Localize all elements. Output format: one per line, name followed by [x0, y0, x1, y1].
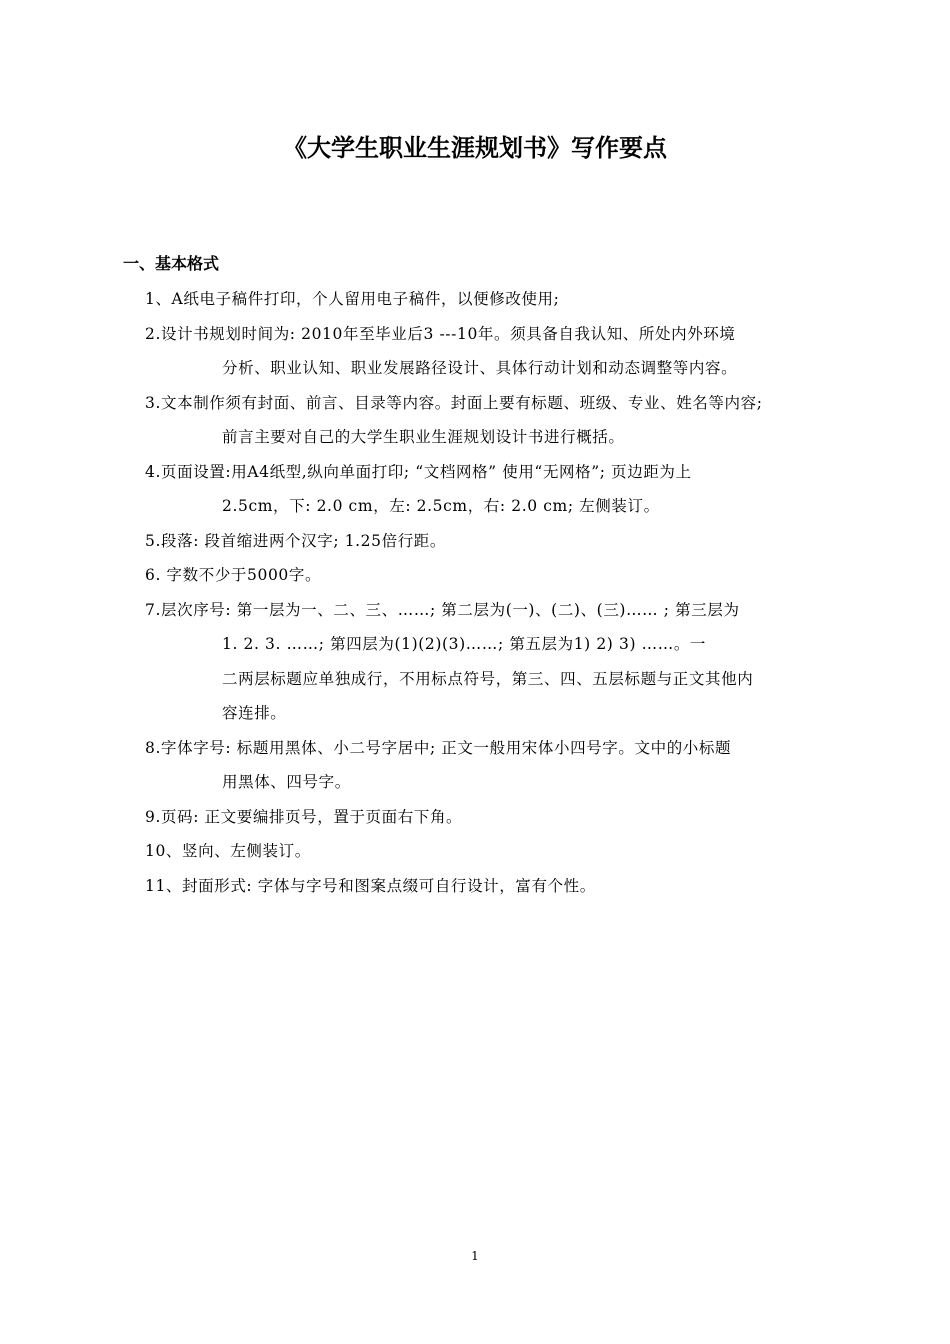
list-item-text: 10、竖向、左侧装订。	[145, 842, 311, 860]
list-item	[145, 386, 845, 455]
list-item	[145, 317, 845, 386]
requirements-list	[145, 282, 845, 903]
list-item-text: 11、封面形式: 字体与字号和图案点缀可自行设计，富有个性。	[145, 876, 596, 895]
list-item	[145, 731, 845, 800]
list-item-text: 8.字体字号: 标题用黑体、小二号字居中; 正文一般用宋体小四号字。文中的小标题	[145, 738, 732, 757]
list-item-continuation: 分析、职业认知、职业发展路径设计、具体行动计划和动态调整等内容。	[222, 359, 738, 377]
list-item-text: 1、A纸电子稿件打印，个人留用电子稿件，以便修改使用;	[145, 290, 560, 308]
list-item	[145, 282, 845, 317]
list-item-text: 6. 字数不少于5000字。	[145, 566, 322, 584]
list-item	[145, 524, 845, 559]
list-item	[145, 593, 845, 731]
list-item	[145, 455, 845, 524]
list-item	[145, 558, 845, 593]
page-title: 《大学生职业生涯规划书》写作要点	[283, 134, 667, 162]
list-item-continuation: 用黑体、四号字。	[222, 773, 351, 791]
list-item-continuation: 1. 2. 3. ……; 第四层为(1)(2)(3)……; 第五层为1) 2) 3) ……。一	[222, 635, 707, 653]
page-number: 1	[471, 1249, 479, 1263]
list-item-continuation: 2.5cm，下: 2.0 cm，左: 2.5cm，右: 2.0 cm; 左侧装订。	[222, 497, 660, 515]
list-item-continuation: 容连排。	[222, 704, 287, 722]
list-item-text: 7.层次序号: 第一层为一、二、三、……; 第二层为(一)、(二)、(三)…… ; 第三层为	[145, 600, 740, 619]
list-item-text: 9.页码: 正文要编排页号，置于页面右下角。	[145, 807, 463, 826]
list-item-text: 2.设计书规划时间为: 2010年至毕业后3 ---10年。须具备自我认知、所处内外环境	[145, 324, 736, 343]
list-item-continuation: 前言主要对自己的大学生职业生涯规划设计书进行概括。	[222, 428, 625, 446]
list-item	[145, 869, 845, 904]
list-item	[145, 834, 845, 869]
list-item-text: 5.段落: 段首缩进两个汉字; 1.25倍行距。	[145, 531, 446, 550]
list-item-continuation: 二两层标题应单独成行，不用标点符号，第三、四、五层标题与正文其他内	[222, 669, 754, 688]
list-item-text: 4.页面设置:用A4纸型,纵向单面打印; “文档网格” 使用“无网格”; 页边距为上	[145, 462, 692, 481]
section-heading: 一、基本格式	[123, 254, 220, 273]
list-item-text: 3.文本制作须有封面、前言、目录等内容。封面上要有标题、班级、专业、姓名等内容;	[145, 393, 763, 412]
list-item	[145, 800, 845, 835]
